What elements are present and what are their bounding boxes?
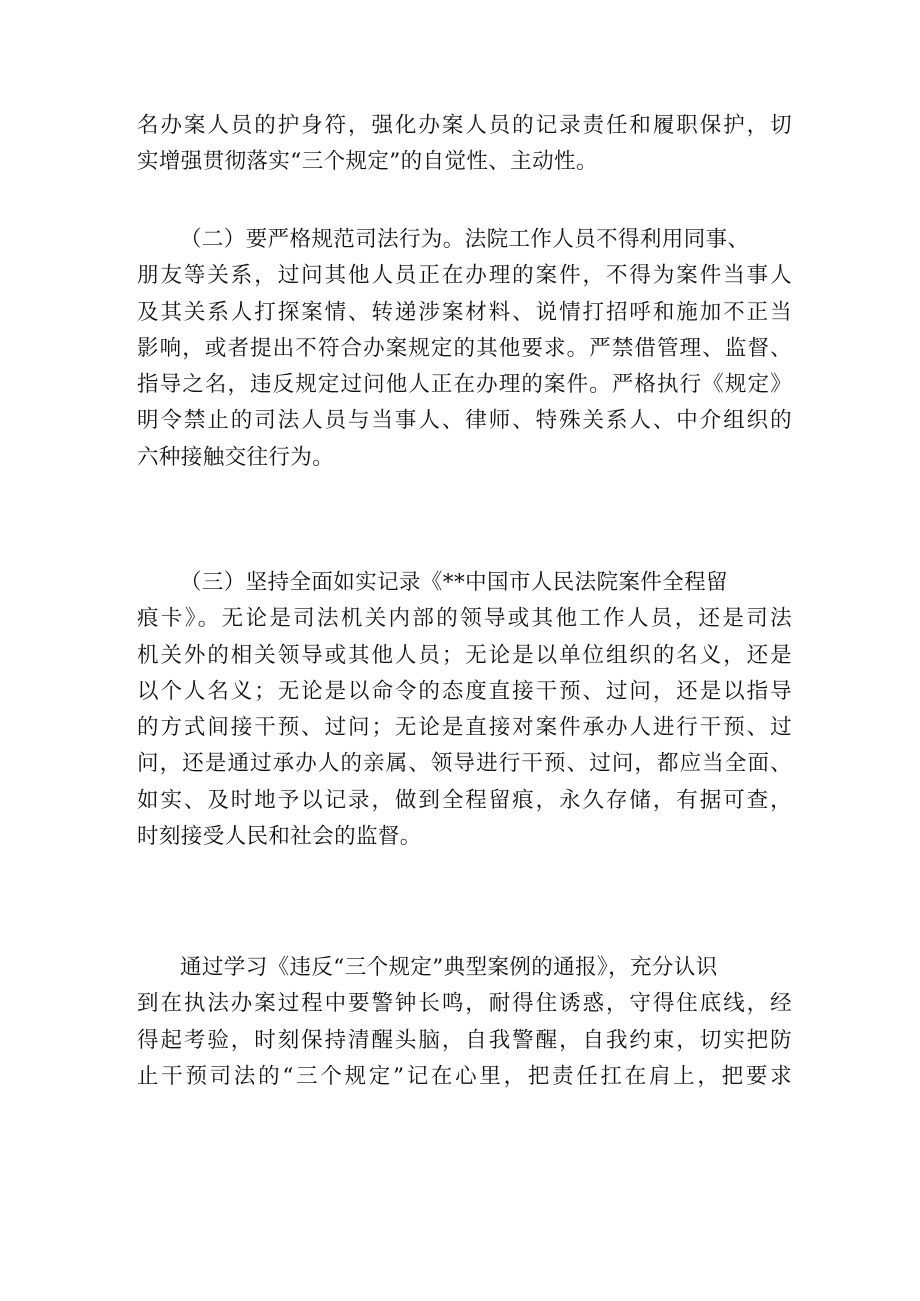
text-line: 机关外的相关领导或其他人员；无论是以单位组织的名义，还是 xyxy=(137,642,792,668)
paragraph-section-two xyxy=(137,222,792,476)
text-line: 如实、及时地予以记录，做到全程留痕，永久存储，有据可查， xyxy=(137,787,792,813)
text-line: （二）要严格规范司法行为。法院工作人员不得利用同事、 xyxy=(180,227,750,252)
text-line: （三）坚持全面如实记录《**中国市人民法院案件全程留 xyxy=(180,570,728,595)
text-line: 止干预司法的“三个规定”记在心里，把责任扛在肩上，把要求 xyxy=(137,1063,792,1089)
paragraph-continuation xyxy=(137,108,792,181)
text-line: 影响，或者提出不符合办案规定的其他要求。严禁借管理、监督、 xyxy=(137,335,792,361)
text-line: 的方式间接干预、过问；无论是直接对案件承办人进行干预、过 xyxy=(137,715,792,741)
text-line: 时刻接受人民和社会的监督。 xyxy=(137,824,422,850)
text-line: 问，还是通过承办人的亲属、领导进行干预、过问，都应当全面、 xyxy=(137,751,792,777)
text-line: 明令禁止的司法人员与当事人、律师、特殊关系人、中介组织的 xyxy=(137,408,792,434)
paragraph-conclusion xyxy=(137,950,792,1095)
text-line: 到在执法办案过程中要警钟长鸣，耐得住诱惑，守得住底线，经 xyxy=(137,991,792,1017)
text-line: 痕卡》。无论是司法机关内部的领导或其他工作人员，还是司法 xyxy=(137,606,792,632)
text-line: 及其关系人打探案情、转递涉案材料、说情打招呼和施加不正当 xyxy=(137,299,792,325)
paragraph-section-three xyxy=(137,565,792,855)
text-line: 通过学习《违反“三个规定”典型案例的通报》，充分认识 xyxy=(180,955,718,980)
text-line: 朋友等关系，过问其他人员正在办理的案件，不得为案件当事人 xyxy=(137,263,792,289)
text-line: 实增强贯彻落实“三个规定”的自觉性、主动性。 xyxy=(137,149,598,175)
text-line: 得起考验，时刻保持清醒头脑，自我警醒，自我约束，切实把防 xyxy=(137,1027,792,1053)
text-line: 以个人名义；无论是以命令的态度直接干预、过问，还是以指导 xyxy=(137,678,792,704)
text-line: 指导之名，违反规定过问他人正在办理的案件。严格执行《规定》 xyxy=(137,372,792,398)
text-line: 名办案人员的护身符，强化办案人员的记录责任和履职保护，切 xyxy=(137,113,792,138)
text-line: 六种接触交往行为。 xyxy=(137,444,335,470)
